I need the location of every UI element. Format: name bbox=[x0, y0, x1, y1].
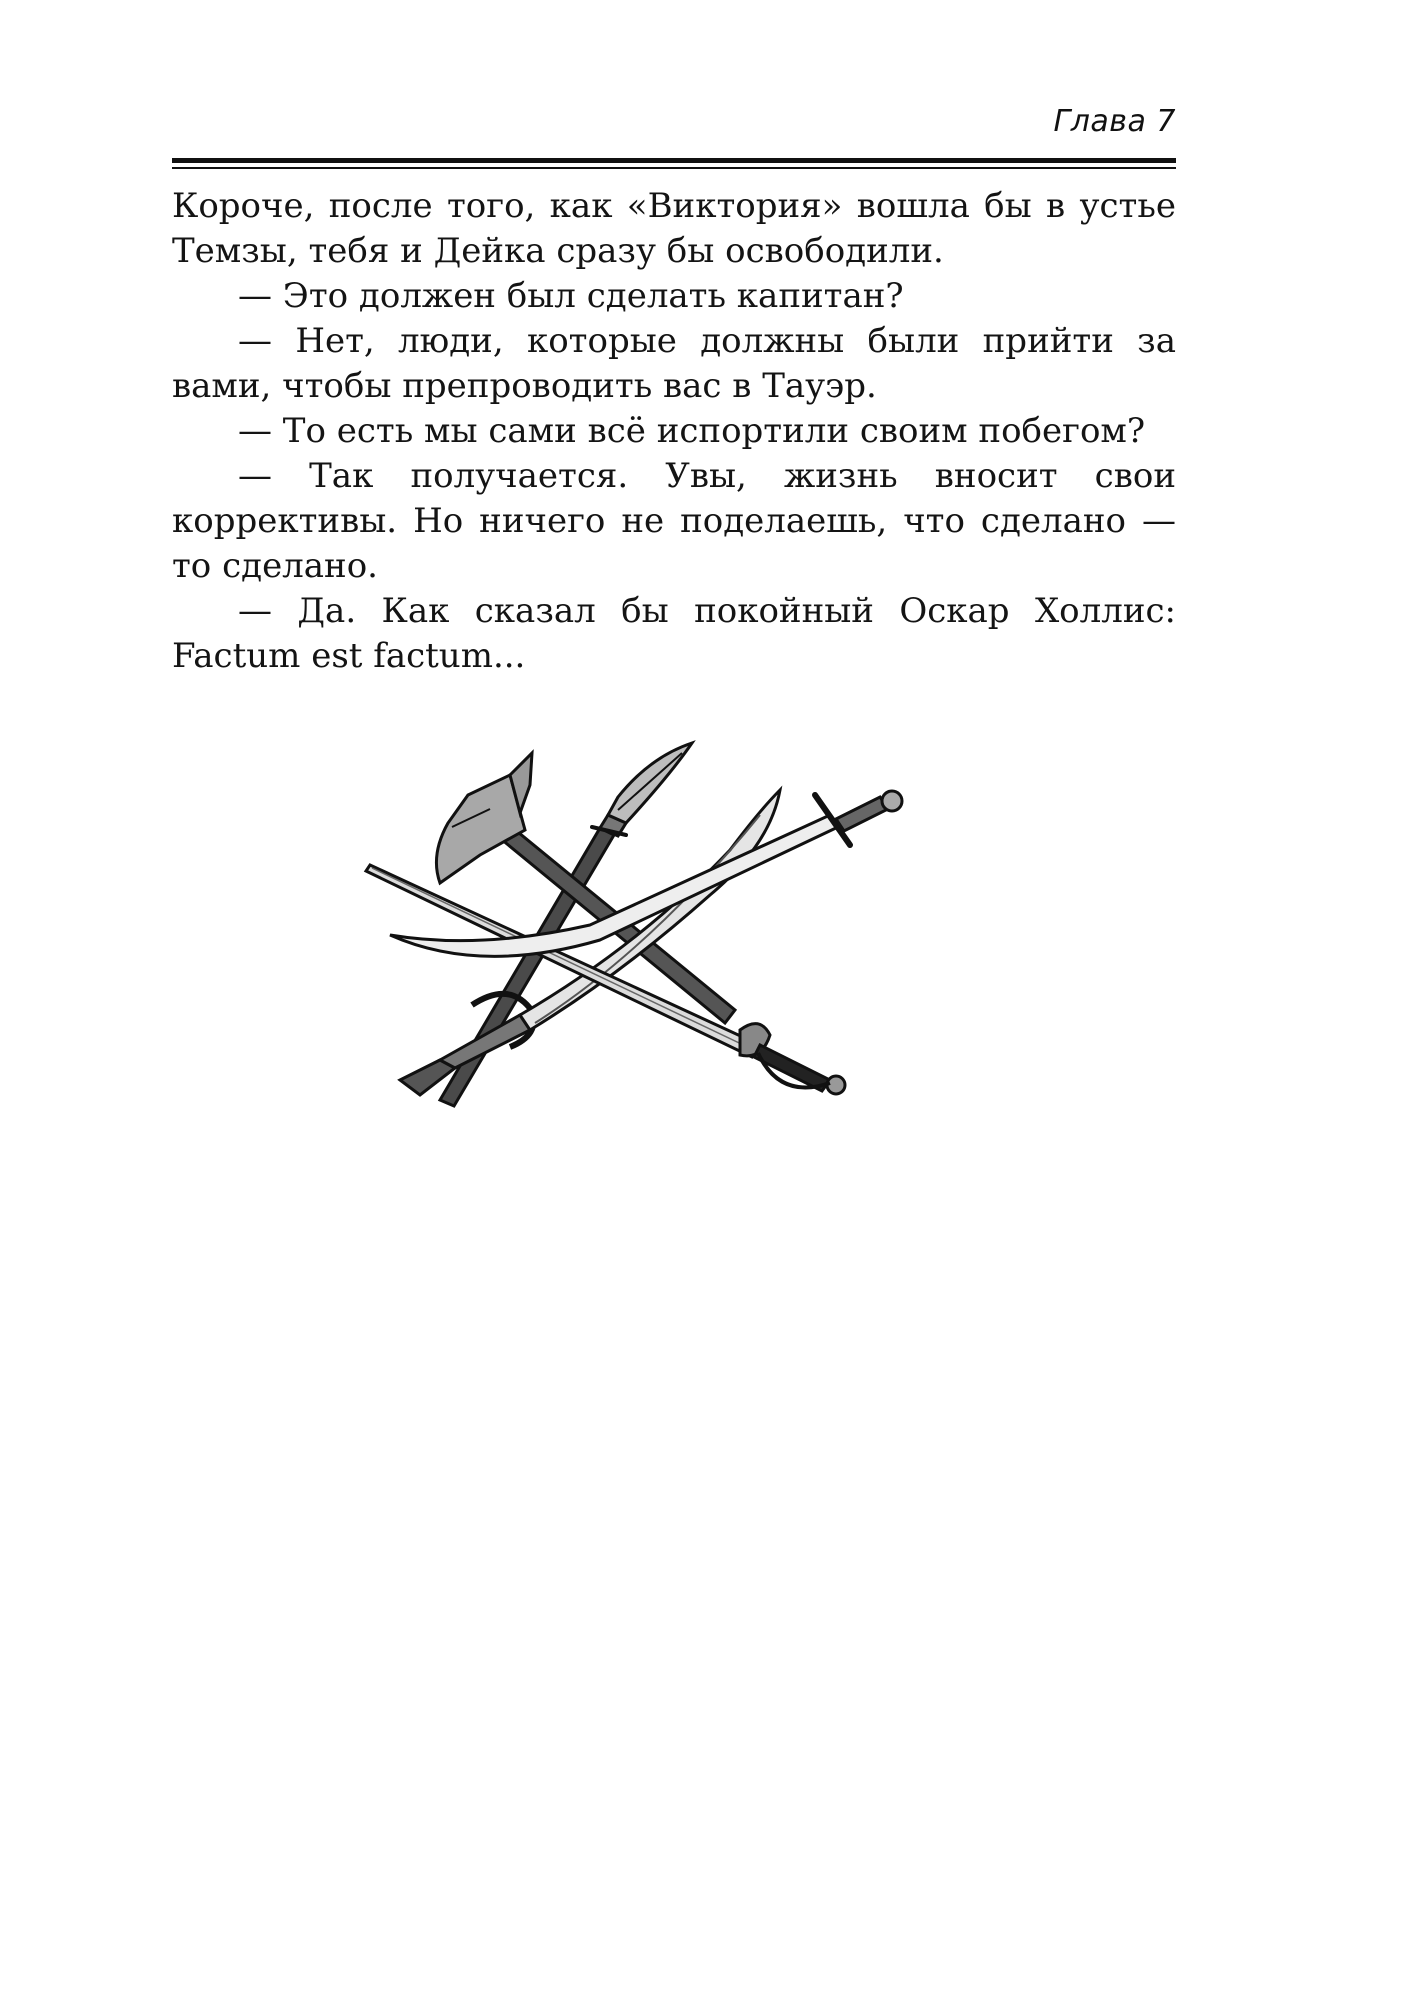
paragraph: — Нет, люди, которые должны были прийти за вами, чтобы препроводить вас в Тауэр. bbox=[172, 321, 1176, 406]
paragraph: Короче, после того, как «Виктория» вошла бы в устье Темзы, тебя и Дейка сразу бы освободили. bbox=[172, 186, 1176, 271]
paragraph: — Так получается. Увы, жизнь вносит свои коррективы. Но ничего не поделаешь, что сделано — то сделано. bbox=[172, 456, 1176, 586]
paragraph: — Это должен был сделать капитан? bbox=[238, 276, 904, 316]
chapter-running-head: Глава 7 bbox=[1053, 104, 1176, 139]
paragraph: — То есть мы сами всё испортили своим побегом? bbox=[238, 411, 1146, 451]
paragraph: — Да. Как сказал бы покойный Оскар Холлис: Factum est factum... bbox=[172, 591, 1176, 676]
crossed-weapons-icon bbox=[360, 735, 920, 1115]
body-text bbox=[172, 184, 1176, 679]
header-rule-thin bbox=[172, 167, 1176, 169]
header-rule-thick bbox=[172, 158, 1176, 163]
